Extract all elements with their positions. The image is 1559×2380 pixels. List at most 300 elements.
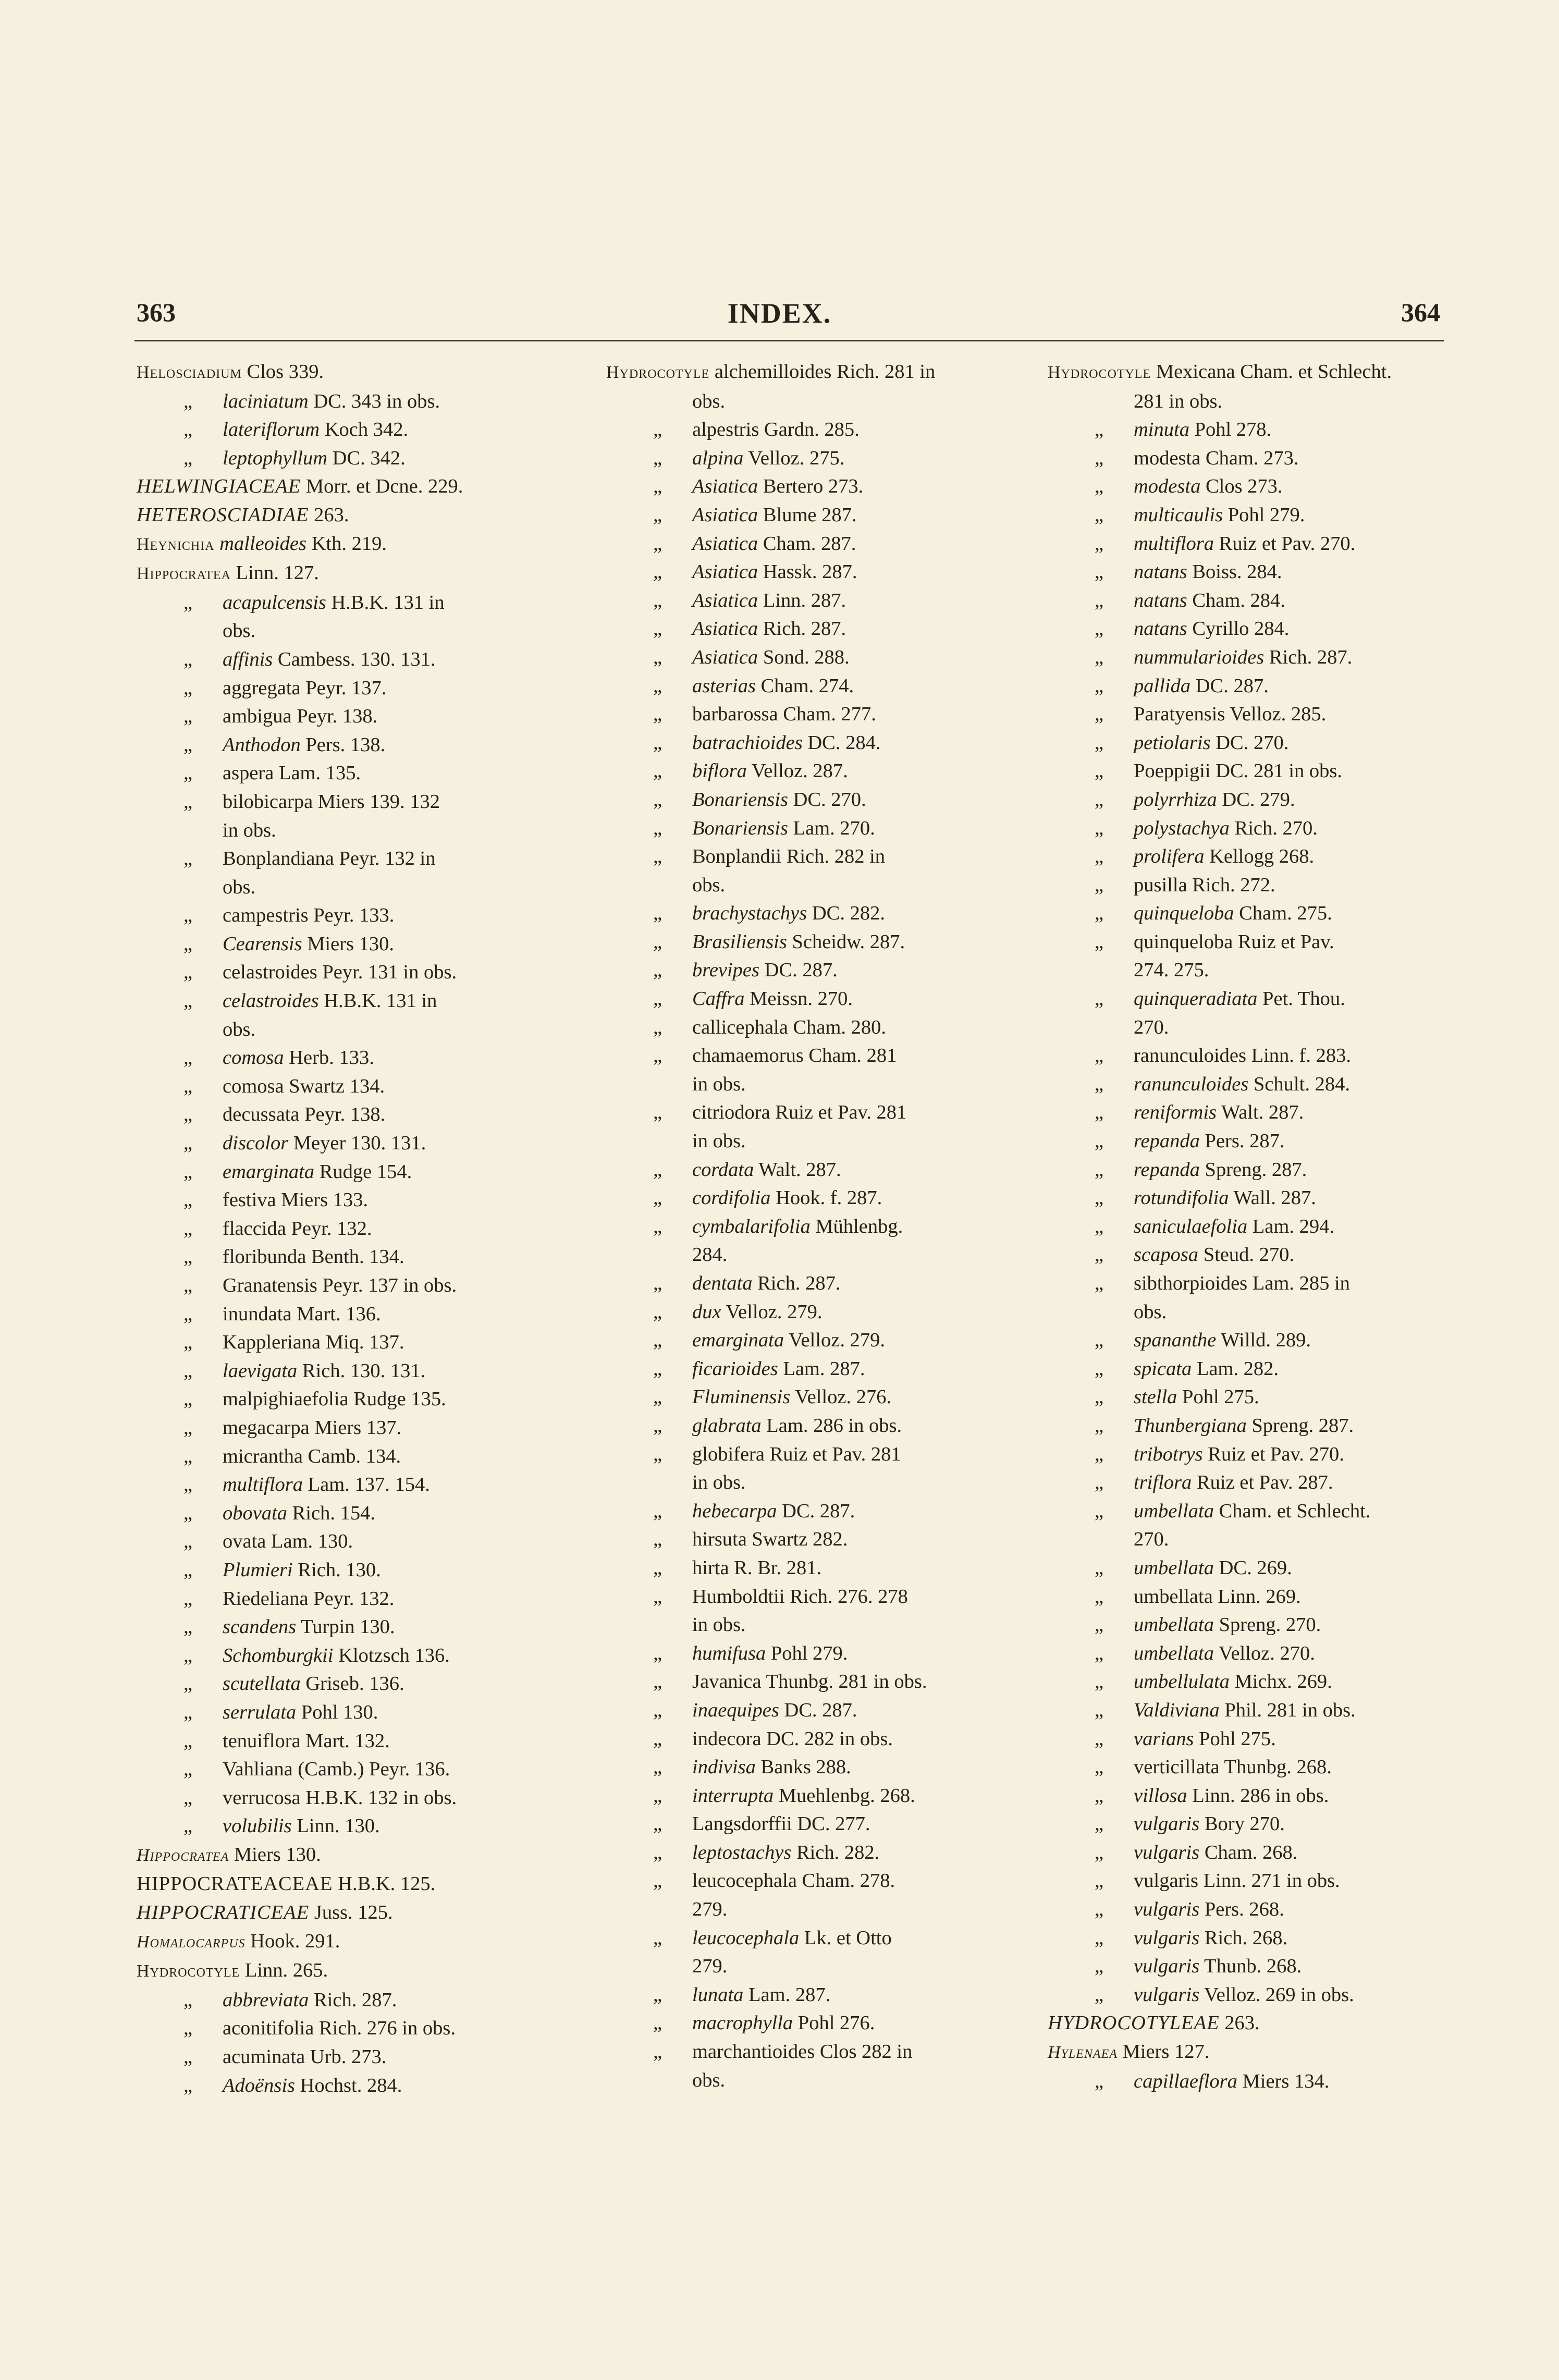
ditto-mark: „ (653, 1386, 662, 1408)
species-entry (1048, 472, 1454, 501)
species-entry (137, 1271, 564, 1300)
species-entry (1048, 1810, 1454, 1838)
entry-text: Willd. 289. (1216, 1329, 1311, 1352)
species-entry (1048, 1895, 1454, 1924)
ditto-mark: „ (653, 475, 662, 498)
entry-text: Muehlenbg. 268. (774, 1784, 915, 1807)
species-name: lunata (692, 1983, 744, 2006)
index-column-1 (137, 358, 564, 2100)
species-entry (137, 901, 564, 930)
species-entry (1048, 1725, 1454, 1753)
entry-text: Paratyensis Velloz. 285. (1134, 703, 1327, 726)
entry-text: Hook. f. 287. (770, 1187, 882, 1209)
species-entry (1048, 1212, 1454, 1241)
species-name: natans (1134, 618, 1187, 640)
species-name: polystachya (1134, 817, 1230, 839)
species-entry (606, 700, 1023, 729)
entry-text: Langsdorffii DC. 277. (692, 1813, 870, 1835)
entry-text: Spreng. 287. (1199, 1158, 1307, 1181)
ditto-mark: „ (653, 731, 662, 754)
ditto-mark: „ (183, 1189, 193, 1211)
species-name: multiflora (223, 1474, 303, 1496)
continuation-line (606, 387, 1023, 416)
species-entry (606, 814, 1023, 843)
species-name: leptophyllum (223, 447, 328, 469)
species-entry (606, 672, 1023, 701)
species-entry (137, 1129, 564, 1158)
species-entry (1048, 1127, 1454, 1156)
entry-text: in obs. (223, 819, 276, 841)
entry-text: DC. 287. (779, 1699, 857, 1721)
species-entry (137, 987, 564, 1015)
entry-text: Mühlenbg. (810, 1215, 903, 1237)
species-entry (137, 1698, 564, 1727)
entry-text: hirsuta Swartz 282. (692, 1528, 848, 1551)
species-entry (1048, 1156, 1454, 1184)
ditto-mark: „ (653, 1414, 662, 1437)
species-name: Bonariensis (692, 817, 788, 839)
entry-text: Rich. 268. (1199, 1927, 1288, 1949)
entry-text: Bonplandiana Peyr. 132 in (223, 848, 436, 870)
species-name: Adoënsis (223, 2074, 296, 2096)
ditto-mark: „ (653, 674, 662, 697)
ditto-mark: „ (653, 1841, 662, 1863)
species-entry (1048, 786, 1454, 814)
species-name: malleoides (219, 532, 306, 555)
entry-text: Clos 339. (241, 361, 324, 383)
ditto-mark: „ (1095, 1357, 1104, 1380)
family-name: HELWINGIACEAE (137, 475, 301, 498)
species-entry (137, 1784, 564, 1812)
entry-text: Pohl 279. (766, 1642, 848, 1664)
entry-text: Clos 273. (1200, 475, 1283, 498)
entry-text: Cham. 284. (1187, 589, 1285, 611)
species-name: celastroides (223, 990, 319, 1012)
species-name: umbellata (1134, 1614, 1214, 1636)
species-entry (1048, 415, 1454, 444)
entry-text: Pohl 275. (1177, 1386, 1259, 1408)
genus-entry (137, 530, 564, 559)
species-name: quinqueradiata (1134, 988, 1258, 1010)
entry-text: DC. 287. (777, 1500, 855, 1522)
ditto-mark: „ (1095, 475, 1104, 498)
ditto-mark: „ (1095, 447, 1104, 469)
entry-text: bilobicarpa Miers 139. 132 (223, 790, 440, 813)
species-entry (1048, 1838, 1454, 1867)
species-entry (606, 956, 1023, 985)
ditto-mark: „ (653, 504, 662, 526)
species-name: ranunculoides (1134, 1073, 1249, 1095)
species-entry (137, 1442, 564, 1471)
entry-text: Scheidw. 287. (787, 930, 905, 953)
species-entry (137, 1641, 564, 1670)
ditto-mark: „ (653, 1983, 662, 2006)
ditto-mark: „ (653, 959, 662, 982)
entry-text: H.B.K. 131 in (318, 990, 437, 1012)
entry-text: Cham. 287. (758, 532, 856, 555)
species-name: discolor (223, 1132, 289, 1155)
ditto-mark: „ (183, 648, 193, 670)
species-name: dentata (692, 1272, 753, 1294)
species-entry (606, 1013, 1023, 1042)
species-name: Cearensis (223, 933, 302, 955)
species-entry (137, 731, 564, 759)
entry-text: Klotzsch 136. (333, 1644, 450, 1666)
ditto-mark: „ (183, 848, 193, 870)
ditto-mark: „ (1095, 1045, 1104, 1067)
continuation-line (137, 1015, 564, 1044)
entry-text (215, 533, 220, 555)
ditto-mark: „ (183, 677, 193, 699)
species-entry (606, 729, 1023, 757)
entry-text: Cham. 275. (1234, 902, 1332, 925)
ditto-mark: „ (183, 2046, 193, 2068)
ditto-mark: „ (653, 1500, 662, 1522)
ditto-mark: „ (1095, 1244, 1104, 1266)
species-name: Bonariensis (692, 788, 788, 811)
species-name: multiflora (1134, 532, 1214, 555)
species-entry (137, 1670, 564, 1698)
species-entry (1048, 757, 1454, 786)
species-name: petiolaris (1134, 731, 1211, 754)
entry-text: Riedeliana Peyr. 132. (223, 1587, 395, 1610)
continuation-line (606, 1070, 1023, 1099)
species-name: reniformis (1134, 1101, 1217, 1124)
entry-text: leucocephala Cham. 278. (692, 1870, 895, 1892)
continuation-line (1048, 1525, 1454, 1554)
entry-text: DC. 270. (1210, 731, 1289, 754)
species-entry (1048, 672, 1454, 701)
species-name: laciniatum (223, 390, 309, 412)
entry-text: Kth. 219. (306, 532, 387, 555)
species-name: umbellata (1134, 1642, 1214, 1664)
species-entry (606, 558, 1023, 586)
entry-text: DC. 287. (1190, 674, 1269, 697)
species-name: cordifolia (692, 1187, 771, 1209)
ditto-mark: „ (183, 933, 193, 955)
entry-text: Cham. 268. (1199, 1841, 1298, 1863)
right-page-number: 364 (1401, 298, 1440, 327)
ditto-mark: „ (183, 1246, 193, 1268)
entry-text: Poeppigii DC. 281 in obs. (1134, 760, 1343, 782)
species-entry (1048, 1468, 1454, 1497)
entry-text: callicephala Cham. 280. (692, 1016, 887, 1038)
continuation-line (606, 1895, 1023, 1924)
genus-name: Helosciadium (137, 363, 242, 382)
ditto-mark: „ (1095, 589, 1104, 611)
ditto-mark: „ (183, 1047, 193, 1069)
species-name: asterias (692, 674, 756, 697)
entry-text: Pers. 268. (1199, 1898, 1284, 1921)
species-name: vulgaris (1134, 1841, 1200, 1863)
entry-text: modesta Cham. 273. (1134, 447, 1299, 469)
species-entry (137, 588, 564, 617)
species-entry (606, 643, 1023, 672)
ditto-mark: „ (653, 1556, 662, 1579)
ditto-mark: „ (1095, 674, 1104, 697)
entry-text: Rich. 287. (309, 1989, 397, 2011)
species-entry (606, 501, 1023, 530)
species-name: dux (692, 1301, 721, 1323)
entry-text: Pohl 278. (1189, 419, 1272, 441)
entry-text: hirta R. Br. 281. (692, 1556, 822, 1579)
species-entry (1048, 985, 1454, 1013)
ditto-mark: „ (183, 1331, 193, 1354)
entry-text: Spreng. 270. (1213, 1614, 1321, 1636)
species-name: leptostachys (692, 1841, 792, 1863)
species-name: macrophylla (692, 2012, 793, 2034)
entry-text: Velloz. 276. (790, 1386, 892, 1408)
ditto-mark: „ (1095, 561, 1104, 583)
species-name: Thunbergiana (1134, 1414, 1247, 1437)
ditto-mark: „ (653, 618, 662, 640)
ditto-mark: „ (183, 1416, 193, 1439)
species-name: cymbalarifolia (692, 1215, 811, 1237)
species-name: affinis (223, 648, 273, 670)
ditto-mark: „ (183, 1644, 193, 1666)
continuation-line (606, 1468, 1023, 1497)
family-entry (137, 501, 564, 530)
species-entry (137, 1186, 564, 1214)
entry-text: Lam. 137. 154. (303, 1474, 430, 1496)
species-entry (606, 1582, 1023, 1611)
entry-text: Cham. et Schlecht. (1213, 1500, 1371, 1522)
species-name: acapulcensis (223, 591, 326, 614)
family-entry (137, 1898, 564, 1927)
species-entry (1048, 1696, 1454, 1725)
species-name: inaequipes (692, 1699, 779, 1721)
entry-text: Lk. et Otto (799, 1927, 892, 1949)
entry-text: tenuiflora Mart. 132. (223, 1729, 390, 1752)
ditto-mark: „ (183, 2017, 193, 2040)
family-entry (1048, 2009, 1454, 2038)
entry-text: obs. (223, 1018, 256, 1040)
species-entry (606, 1867, 1023, 1895)
entry-text: 274. 275. (1134, 959, 1209, 982)
genus-name: Homalocarpus (137, 1932, 245, 1952)
ditto-mark: „ (1095, 1215, 1104, 1237)
ditto-mark: „ (183, 1502, 193, 1524)
entry-text: Cyrillo 284. (1187, 618, 1290, 640)
species-name: hebecarpa (692, 1500, 777, 1522)
entry-text: DC. 279. (1217, 788, 1295, 811)
species-entry (137, 1527, 564, 1556)
entry-text: Velloz. 275. (743, 447, 845, 469)
species-name: prolifera (1134, 845, 1205, 868)
ditto-mark: „ (653, 532, 662, 555)
ditto-mark: „ (183, 1388, 193, 1410)
species-name: rotundifolia (1134, 1187, 1229, 1209)
ditto-mark: „ (1095, 731, 1104, 754)
species-entry (137, 1470, 564, 1499)
entry-text: obs. (692, 2069, 726, 2091)
ditto-mark: „ (1095, 1471, 1104, 1494)
entry-text: festiva Miers 133. (223, 1189, 369, 1211)
species-entry (606, 1383, 1023, 1412)
ditto-mark: „ (183, 1530, 193, 1553)
species-entry (1048, 1269, 1454, 1298)
family-name: HIPPOCRATEACEAE (137, 1873, 333, 1895)
species-entry (606, 1326, 1023, 1355)
genus-entry (606, 358, 1023, 387)
ditto-mark: „ (1095, 1642, 1104, 1664)
entry-text: decussata Peyr. 138. (223, 1103, 386, 1126)
species-entry (1048, 1554, 1454, 1582)
species-entry (606, 2038, 1023, 2066)
species-entry (137, 2043, 564, 2071)
species-name: Asiatica (692, 646, 758, 668)
entry-text: DC. 270. (788, 788, 866, 811)
ditto-mark: „ (183, 990, 193, 1012)
ditto-mark: „ (1095, 1870, 1104, 1892)
entry-text: Walt. 287. (754, 1158, 841, 1181)
entry-text: Pohl 279. (1223, 504, 1305, 526)
species-name: leucocephala (692, 1927, 800, 1949)
species-name: batrachioides (692, 731, 803, 754)
species-entry (137, 958, 564, 987)
entry-text: Linn. 265. (240, 1959, 328, 1982)
genus-name: Hydrocotyle (137, 1961, 240, 1981)
entry-text: 279. (692, 1898, 728, 1921)
entry-text: Kellogg 268. (1204, 845, 1315, 868)
family-name: HYDROCOTYLEAE (1048, 2012, 1220, 2034)
entry-text: Lam. 294. (1247, 1215, 1334, 1237)
entry-text: Morr. et Dcne. 229. (301, 475, 463, 498)
entry-text: in obs. (692, 1073, 746, 1095)
species-entry (606, 1041, 1023, 1070)
species-name: interrupta (692, 1784, 774, 1807)
continuation-line (606, 1611, 1023, 1639)
species-entry (1048, 1184, 1454, 1212)
species-name: Asiatica (692, 475, 758, 498)
species-name: Plumieri (223, 1559, 293, 1581)
ditto-mark: „ (183, 1559, 193, 1581)
entry-text: ovata Lam. 130. (223, 1530, 353, 1553)
entry-text: Wall. 287. (1229, 1187, 1316, 1209)
species-entry (606, 757, 1023, 786)
continuation-line (606, 1952, 1023, 1981)
species-entry (1048, 1981, 1454, 2009)
species-entry (137, 1044, 564, 1072)
species-entry (137, 1556, 564, 1585)
continuation-line (606, 1127, 1023, 1156)
ditto-mark: „ (183, 790, 193, 813)
species-entry (606, 1212, 1023, 1241)
entry-text: Hook. 291. (245, 1930, 340, 1952)
entry-text: Rich. 287. (1264, 646, 1353, 668)
ditto-mark: „ (653, 1756, 662, 1778)
species-entry (606, 1981, 1023, 2009)
species-name: Schomburgkii (223, 1644, 334, 1666)
entry-text: in obs. (692, 1130, 746, 1152)
ditto-mark: „ (653, 788, 662, 811)
entry-text: aggregata Peyr. 137. (223, 677, 387, 699)
ditto-mark: „ (653, 1357, 662, 1380)
ditto-mark: „ (183, 2074, 193, 2096)
entry-text: 270. (1134, 1528, 1169, 1551)
species-entry (1048, 842, 1454, 871)
species-entry (606, 444, 1023, 473)
entry-text: Thunb. 268. (1199, 1955, 1302, 1978)
genus-name: Hylenaea (1048, 2043, 1118, 2063)
entry-text: Linn. 127. (230, 562, 319, 584)
species-name: abbreviata (223, 1989, 309, 2011)
species-entry (1048, 729, 1454, 757)
ditto-mark: „ (653, 2041, 662, 2063)
ditto-mark: „ (653, 1642, 662, 1664)
ditto-mark: „ (653, 1813, 662, 1835)
species-entry (137, 415, 564, 444)
header-rule (134, 340, 1444, 341)
species-name: vulgaris (1134, 1983, 1200, 2006)
ditto-mark: „ (183, 1075, 193, 1097)
species-entry (1048, 1497, 1454, 1526)
ditto-mark: „ (183, 762, 193, 784)
entry-text: Bonplandii Rich. 282 in (692, 845, 886, 868)
species-entry (606, 1184, 1023, 1212)
entry-text: Pers. 138. (300, 733, 386, 756)
species-name: villosa (1134, 1784, 1187, 1807)
species-entry (1048, 444, 1454, 473)
entry-text: Rich. 130. 131. (297, 1359, 426, 1382)
species-name: ficarioides (692, 1357, 778, 1380)
species-entry (606, 1782, 1023, 1810)
entry-text: Rich. 130. (292, 1559, 381, 1581)
species-name: spicata (1134, 1357, 1192, 1380)
species-name: vulgaris (1134, 1813, 1200, 1835)
ditto-mark: „ (1095, 1101, 1104, 1124)
ditto-mark: „ (1095, 1414, 1104, 1437)
species-entry (137, 2014, 564, 2043)
species-name: vulgaris (1134, 1898, 1200, 1921)
entry-text: Lam. 282. (1192, 1357, 1279, 1380)
species-name: Anthodon (223, 733, 301, 756)
ditto-mark: „ (1095, 646, 1104, 668)
entry-text: megacarpa Miers 137. (223, 1416, 402, 1439)
species-name: laevigata (223, 1359, 298, 1382)
entry-text: Ruiz et Pav. 270. (1214, 532, 1356, 555)
ditto-mark: „ (1095, 1187, 1104, 1209)
ditto-mark: „ (653, 988, 662, 1010)
species-entry (1048, 558, 1454, 586)
ditto-mark: „ (1095, 845, 1104, 868)
entry-text: Ruiz et Pav. 270. (1202, 1443, 1344, 1465)
entry-text: Lam. 287. (778, 1357, 865, 1380)
ditto-mark: „ (653, 703, 662, 726)
species-entry (137, 444, 564, 473)
ditto-mark: „ (1095, 618, 1104, 640)
entry-text: alchemilloides Rich. 281 in (709, 361, 936, 383)
continuation-line (137, 816, 564, 845)
ditto-mark: „ (653, 1016, 662, 1038)
species-name: Asiatica (692, 504, 758, 526)
ditto-mark: „ (1095, 817, 1104, 839)
entry-text: Turpin 130. (296, 1616, 395, 1638)
species-entry (1048, 899, 1454, 928)
species-entry (606, 1440, 1023, 1469)
species-entry (1048, 1924, 1454, 1953)
entry-text: Meissn. 270. (744, 988, 853, 1010)
ditto-mark: „ (653, 930, 662, 953)
entry-text: Michx. 269. (1229, 1671, 1332, 1693)
species-entry (137, 645, 564, 674)
ditto-mark: „ (653, 1301, 662, 1323)
ditto-mark: „ (183, 1474, 193, 1496)
continuation-line (1048, 956, 1454, 985)
species-name: tribotrys (1134, 1443, 1203, 1465)
ditto-mark: „ (653, 1699, 662, 1721)
ditto-mark: „ (653, 2012, 662, 2034)
